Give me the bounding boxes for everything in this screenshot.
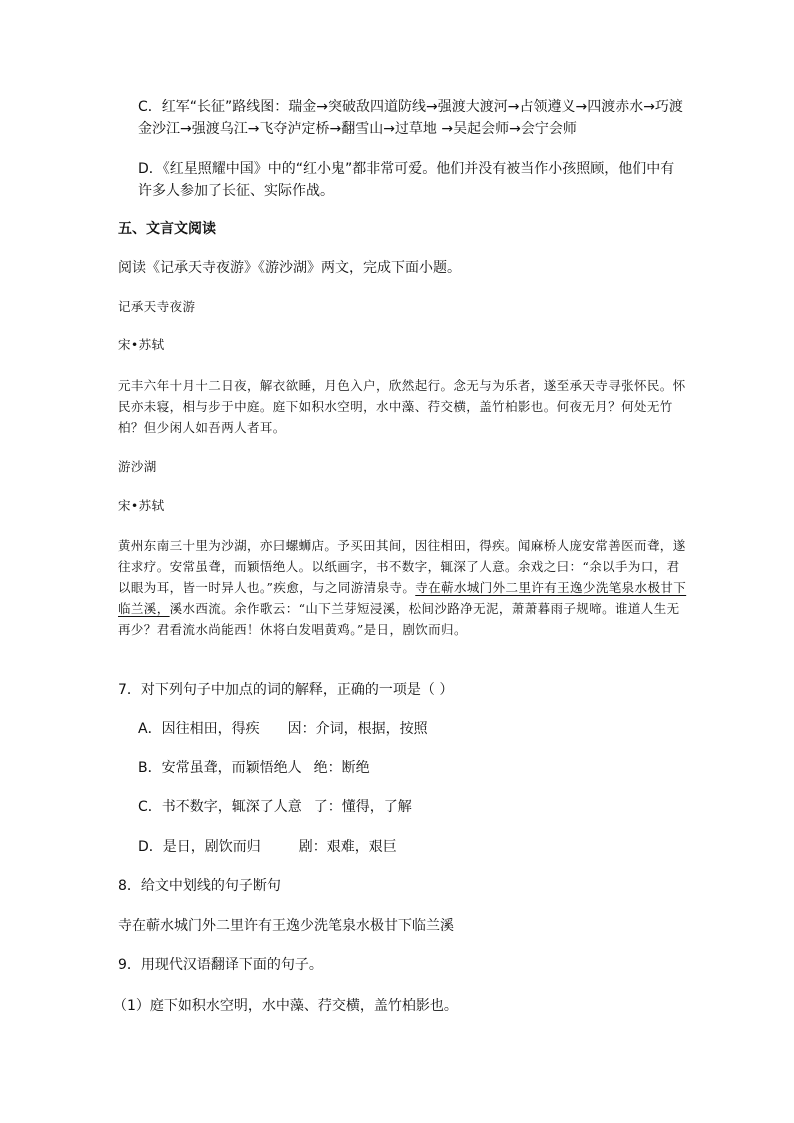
q7-stem: 7．对下列句子中加点的词的解释，正确的一项是（ ） xyxy=(118,682,454,698)
q7-option-b-sentence: B．安常虽聋，而颖悟绝人 xyxy=(138,760,302,776)
section-heading: 五、文言文阅读 xyxy=(118,221,216,237)
q7-option-c-gloss: 了：懂得，了解 xyxy=(313,799,412,815)
text1-body: 元丰六年十月十二日夜，解衣欲睡，月色入户，欣然起行。念无与为乐者，遂至承天寺寻张怀民。怀民亦未寝，相与步于中庭。庭下如积水空明，水中藻、荇交横，盖竹柏影也。何夜无月？何处无竹柏？但少闲人如吾两人者耳。 xyxy=(118,378,686,435)
text2-body xyxy=(118,535,688,640)
q6-option-d[interactable]: D．《红星照耀中国》中的“红小鬼”都非常可爱。他们并没有被当作小孩照顾，他们中有许多人参加了长征、实际作战。 xyxy=(138,161,675,199)
q8-sentence: 寺在蕲水城门外二里许有王逸少洗笔泉水极甘下临兰溪 xyxy=(118,918,454,934)
q9-stem: 9．用现代汉语翻译下面的句子。 xyxy=(118,957,323,973)
q7-option-d-gloss: 剧：艰难，艰巨 xyxy=(298,839,397,855)
text2-author: 宋•苏轼 xyxy=(118,498,165,513)
q7-option-a-gloss: 因：介词，根据，按照 xyxy=(287,721,428,737)
q7-option-d[interactable] xyxy=(138,836,688,858)
q7-option-a-sentence: A．因往相田，得疾 xyxy=(138,721,260,737)
q7-option-b[interactable] xyxy=(138,757,688,779)
text2-body-part1: 黄州东南三十里为沙湖，亦曰螺蛳店。予买田其间，因往相田，得疾。闻麻桥人庞安常善医而聋，遂往求疗。安常虽聋，而颖悟绝人。以纸画字，书不数字，辄深了人意。余戏之曰：“余以手为口，君以眼为耳，皆一时异人也。”疾愈，与之同游清泉寺。 xyxy=(118,538,686,595)
q7-option-b-gloss: 绝：断绝 xyxy=(313,760,370,776)
text2-body-part2: 溪水西流。余作歌云：“山下兰芽短浸溪，松间沙路净无泥，萧萧暮雨子规啼。谁道人生无再少？君看流水尚能西！休将白发唱黄鸡。”是日，剧饮而归。 xyxy=(118,601,680,637)
q7-option-c-sentence: C．书不数字，辄深了人意 xyxy=(138,799,302,815)
text2-title: 游沙湖 xyxy=(118,459,157,474)
q7-option-d-sentence: D．是日，剧饮而归 xyxy=(138,839,261,855)
underlined-sentence: 寺在蕲水城门外二里许有王逸少洗笔泉水极甘下临兰溪， xyxy=(118,580,687,616)
text1-title: 记承天寺夜游 xyxy=(118,299,196,314)
q7-option-c[interactable] xyxy=(138,796,688,818)
q7-option-a[interactable] xyxy=(138,718,688,740)
q8-stem: 8．给文中划线的句子断句 xyxy=(118,878,281,894)
text1-author: 宋•苏轼 xyxy=(118,337,165,352)
q9-item-1: （1）庭下如积水空明，水中藻、荇交横，盖竹柏影也。 xyxy=(113,998,458,1014)
section-intro: 阅读《记承天寺夜游》《游沙湖》两文，完成下面小题。 xyxy=(118,260,461,276)
q6-option-c[interactable]: C．红军“长征”路线图：瑞金→突破敌四道防线→强渡大渡河→占领遵义→四渡赤水→巧渡金沙江→强渡乌江→飞夺泸定桥→翻雪山→过草地 →吴起会师→会宁会师 xyxy=(138,99,683,137)
